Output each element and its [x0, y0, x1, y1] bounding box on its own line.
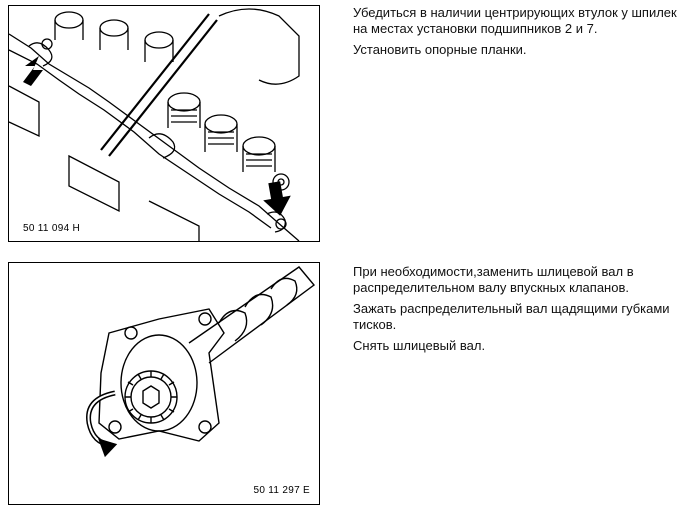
- camshaft-illustration: [9, 263, 319, 504]
- arrow-up-icon: [23, 56, 43, 86]
- instruction-block-1: [353, 5, 683, 63]
- rotate-arrow-icon: [89, 393, 120, 457]
- figure-label: 50 11 297 E: [253, 485, 310, 496]
- figure-camshaft: [8, 262, 320, 505]
- instruction-block-2: [353, 264, 687, 359]
- instruction-step: Установить опорные планки.: [353, 42, 527, 57]
- cylinder-head-illustration: [9, 6, 319, 241]
- figure-cylinder-head: [8, 5, 320, 242]
- instruction-step: Снять шлицевый вал.: [353, 338, 486, 353]
- instruction-step: Убедиться в наличии центрирующих втулок у шпилек на местах установки подшипников 2 и 7.: [353, 5, 677, 36]
- instruction-step: При необходимости,заменить шлицевой вал в распределительном валу впускных клапанов.: [353, 264, 634, 295]
- instruction-step: Зажать распределительный вал щадящими губками тисков.: [353, 301, 670, 332]
- figure-label: 50 11 094 H: [23, 223, 81, 234]
